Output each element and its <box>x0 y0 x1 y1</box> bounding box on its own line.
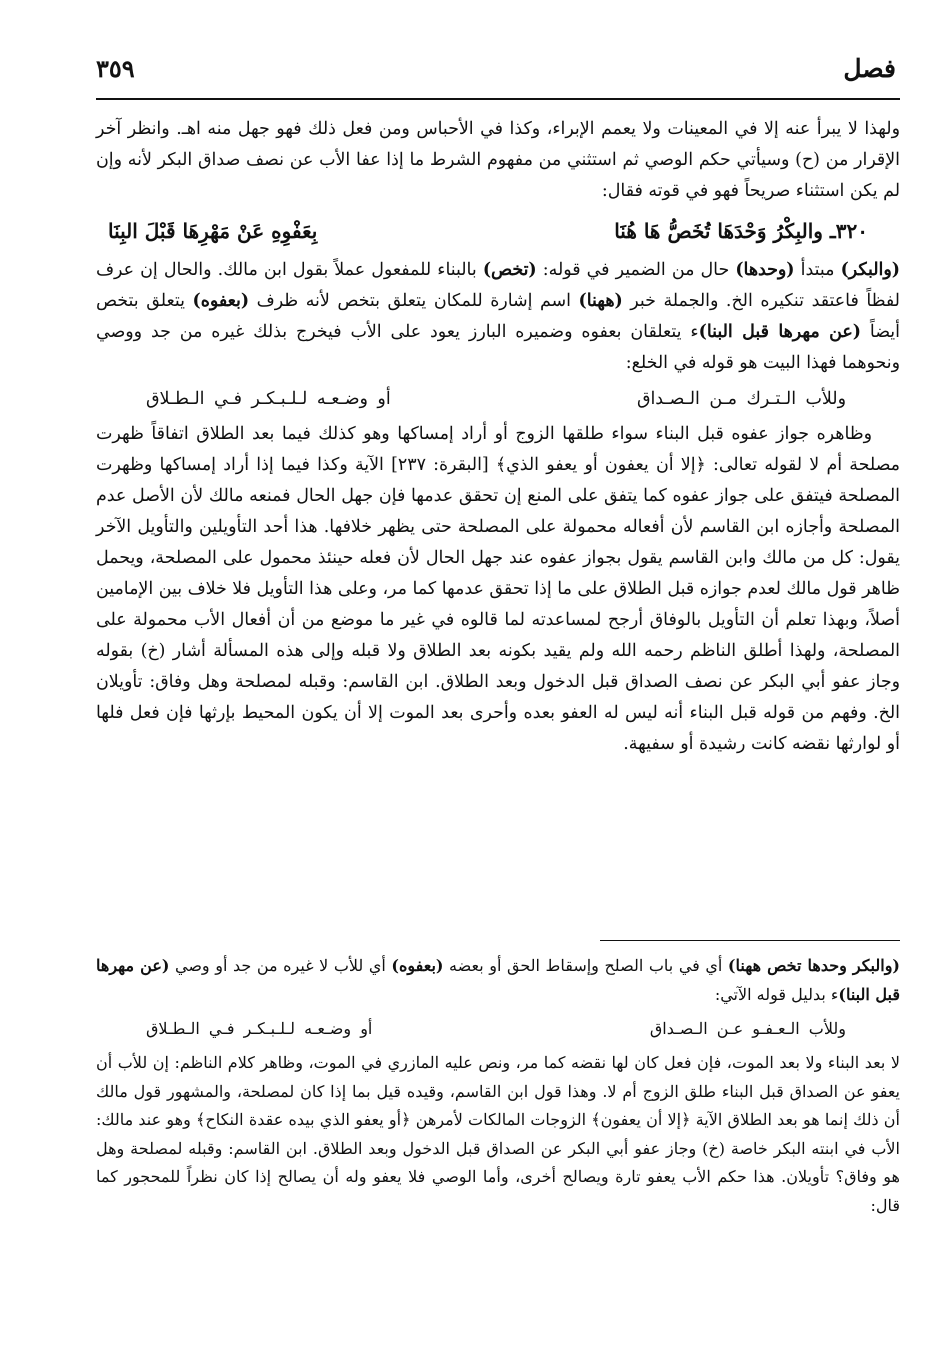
paragraph-intro: ولهذا لا يبرأ عنه إلا في المعينات ولا يعمم الإبراء، وكذا في الأحباس ومن فعل ذلك فهو جهل منه اهـ. وانظر آخر الإقرار من (ح) وسيأتي حكم الوصي ثم استثني من مفهوم الشرط ما إذا عفا الأب عن نصف صداق البكر لأنه وإن لم يكن استثناء صريحاً فهو في قوته فقال: <box>96 119 900 201</box>
text-segment: مبتدأ <box>794 260 841 280</box>
text-segment: أي للأب لا غيره من جد أو وصي <box>169 956 392 975</box>
text-segment: حال من الضمير في قوله: <box>536 260 736 280</box>
text-segment: بالبناء للمفعول عملاً بقول ابن مالك. والحال إن عرف لفظاً فاعتقد تنكيره الخ. والجملة خبر <box>96 260 900 311</box>
term-biafwihi-footnote: (بعفوه) <box>391 956 444 975</box>
verse-second-hemistich: أو وضـعـه لـلـبـكـر فـي الـطـلاق <box>146 389 391 409</box>
header-divider <box>96 98 900 100</box>
page-number: ٣٥٩ <box>96 54 135 83</box>
term-wahdaha: (وحدها) <box>735 260 795 280</box>
text-segment: ء بدليل قوله الآتي: <box>714 984 839 1004</box>
verse-first-hemistich: ٣٢٠ـ والبِكْرُ وَحْدَهَا تُخَصُّ هَا هُنَا <box>614 219 868 243</box>
chapter-title: فصل <box>843 54 896 83</box>
term-an-mahriha-footnote: (عن مهرها قبل البنا) <box>96 956 900 1004</box>
text-segment: يتعلق بتخص أيضاً <box>96 291 900 342</box>
verse-320 <box>96 207 900 255</box>
verse-khul <box>96 379 900 419</box>
footnote-paragraph-1 <box>96 952 900 1009</box>
footnote-paragraph-2: لا بعد البناء ولا بعد الموت، فإن فعل كان لها نقضه كما مر، ونص عليه المازري في الموت، وظاهر كلام الناظم: إن للأب أن يعفو عن الصداق قبل البناء طلق الزوج أم لا. وهذا قول ابن القاسم، وقيده قيل بما إذا كان لمصلحة، والمشهور قول مالك أن ذلك إنما هو بعد الطلاق الآية ﴿إلا أن يعفون﴾ الزوجات المالكات لأمرهن ﴿أو يعفو الذي بيده عقدة النكاح﴾ وهو عند مالك: الأب في ابنته البكر خاصة (خ) وجاز عفو أبي البكر عن الصداق قبل الدخول وبعد الطلاق. ابن القاسم: وقبله لمصلحة وهل هو وفاق؟ تأويلان. هذا حكم الأب يعفو تارة ويصالح أخرى، وأما الوصي فلا يعفو وله أن يصالح إذا كان نظراً للمحجور كما قال: <box>96 1053 900 1215</box>
term-albikr: (والبكر) <box>840 260 900 280</box>
term-an-mahriha: (عن مهرها قبل البنا) <box>698 322 862 342</box>
verse-second-hemistich: بِعَفْوِهِ عَنْ مَهْرِهَا قَبْلَ البِنَا <box>108 219 318 243</box>
footnote-verse <box>96 1009 900 1049</box>
footnotes-section <box>96 952 900 1220</box>
verse-first-hemistich: وللأب الـعـفـو عـن الـصـداق <box>649 1019 846 1038</box>
term-hahuna: (ههنا) <box>578 291 623 311</box>
term-biafwihi: (بعفوه) <box>192 291 250 311</box>
text-segment: اسم إشارة للمكان يتعلق بتخص لأنه ظرف <box>249 291 579 311</box>
page-header <box>96 54 896 94</box>
text-segment: ء يتعلقان بعفوه وضميره البارز يعود على الأب فيخرج بذلك غيره من جد ووصي ونحوهما فهذا البيت هو قوله في الخلع: <box>96 322 900 373</box>
term-albikr-footnote: (والبكر وحدها تخص ههنا) <box>727 956 900 975</box>
verse-first-hemistich: وللأب الـتـرك مـن الـصـداق <box>636 389 846 409</box>
paragraph-commentary <box>96 255 900 379</box>
main-text <box>96 114 900 760</box>
verse-second-hemistich: أو وضـعـه لـلـبـكـر فـي الـطـلاق <box>146 1019 373 1038</box>
footnote-divider <box>600 940 900 941</box>
text-segment: أي في باب الصلح وإسقاط الحق أو بعضه <box>443 956 728 975</box>
paragraph-explanation: وظاهره جواز عفوه قبل البناء سواء طلقها الزوج أو أراد إمساكها وهو كذلك فيما بعد الطلاق اتفاقاً ظهرت مصلحة أم لا لقوله تعالى: ﴿إلا أن يعفون أو يعفو الذي﴾ [البقرة: ٢٣٧] الآية وكذا فيما إذا أراد إمساكها وظهرت المصلحة فيتفق على جواز عفوه كما يتفق على المنع إن تحقق عدمها فإن جهل الحال فمنعه مالك لأن الأصل عدم المصلحة وأجازه ابن القاسم لأن أفعاله محمولة على المصلحة حتى يظهر خلافها. هذا أحد التأويلين والتأويل الآخر يقول: كل من مالك وابن القاسم يقول بجواز عفوه عند جهل الحال لأن فعله حينئذ محمول على المصلحة، ويحمل ظاهر قول مالك لعدم جوازه قبل الطلاق على ما إذا تحقق عدمها كما مر، وعلى هذا التأويل فلا خلاف بين الإمامين أصلاً، وبهذا تعلم أن التأويل بالوفاق أرجح لمساعدته لما قالوه في غير ما موضع من أن أفعال الأب محمولة على المصلحة، ولهذا أطلق الناظم رحمه الله ولم يقيد بكونه بعد الطلاق ولا قبله وإلى هذه المسألة أشار (خ) بقوله وجاز عفو أبي البكر عن نصف الصداق قبل الدخول وبعد الطلاق. ابن القاسم: وقبله لمصلحة وهل وفاق: تأويلان الخ. وفهم من قوله قبل البناء أنه ليس له العفو بعده وأحرى بعد الموت إلا أن يكون المحيط بإرثها فإن فعل فلها أو لوارثها نقضه كانت رشيدة أو سفيهة. <box>96 424 901 754</box>
term-tukhas: (تخص) <box>482 260 537 280</box>
